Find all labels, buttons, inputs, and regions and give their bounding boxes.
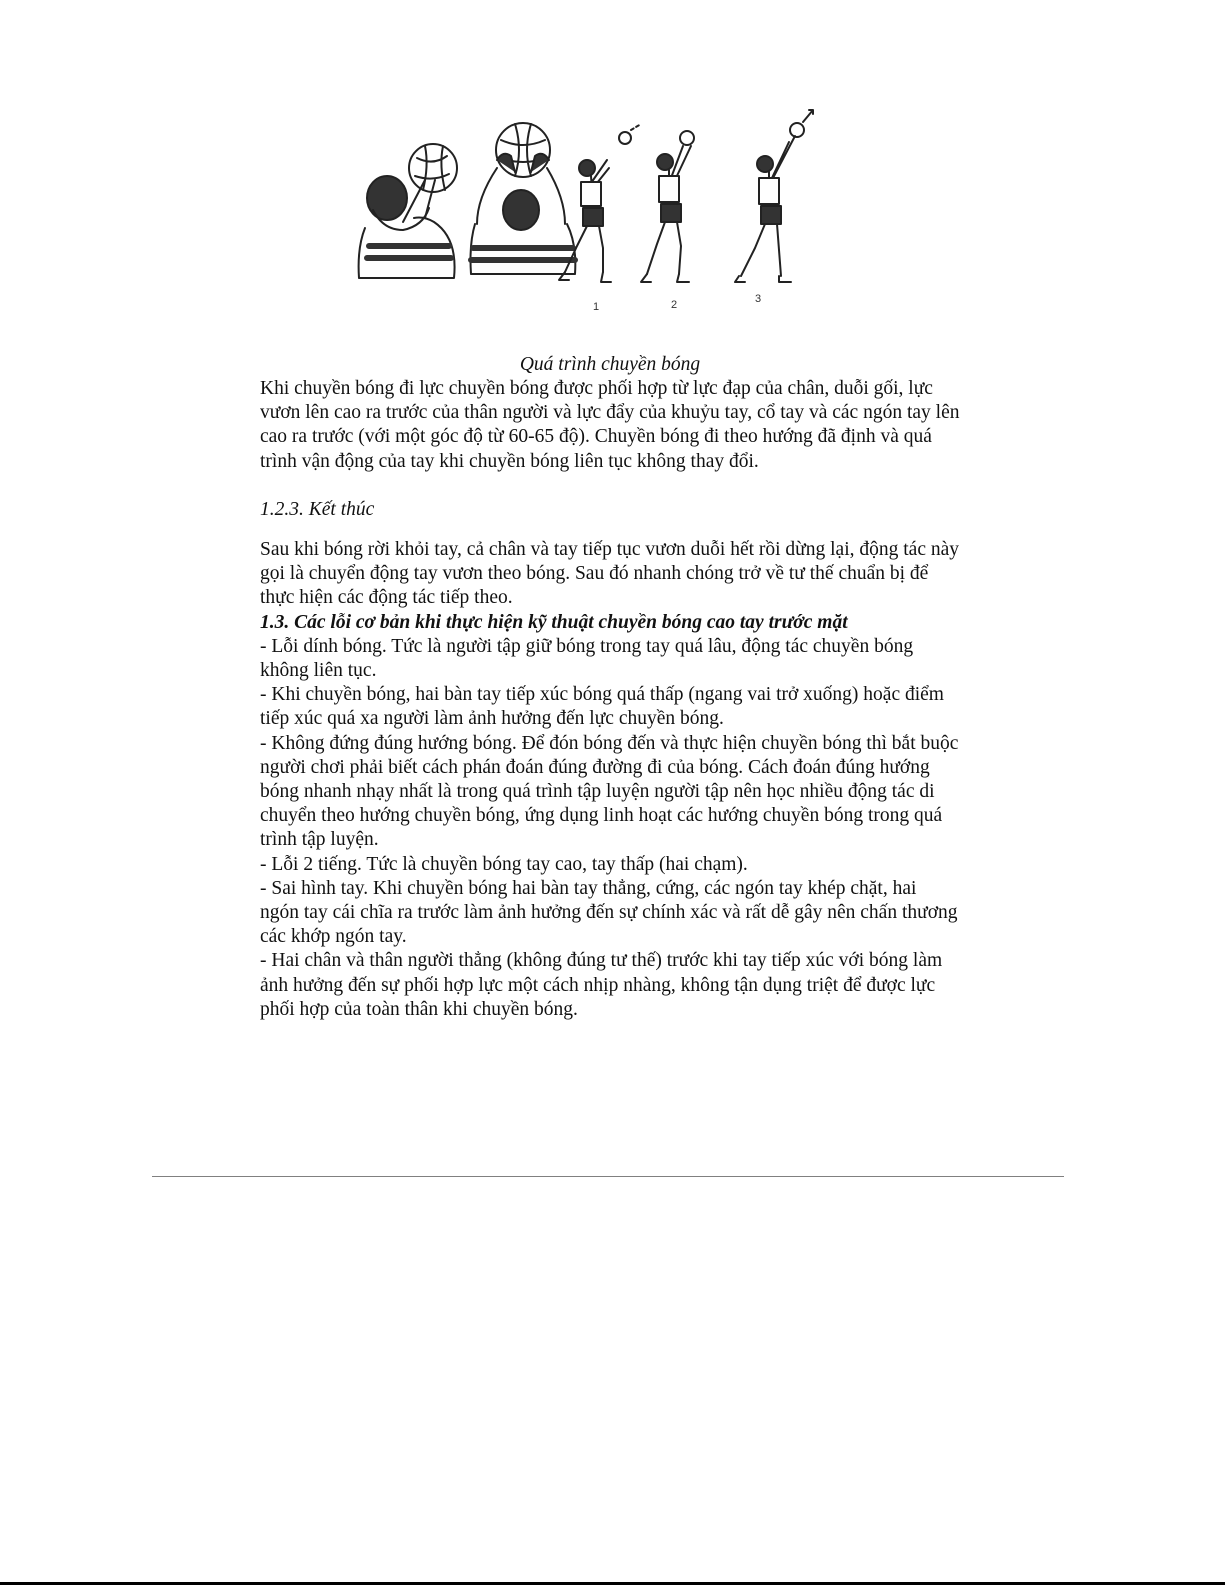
error-item: - Sai hình tay. Khi chuyền bóng hai bàn tay thẳng, cứng, các ngón tay khép chặt, hai ngón tay cái chĩa ra trước làm ảnh hưởng đến sự chính xác và rất dễ gây nên chấn thương các khớp ngón tay. [260,877,958,948]
figure-caption: Quá trình chuyền bóng [519,354,701,375]
error-item: - Không đứng đúng hướng bóng. Để đón bóng đến và thực hiện chuyền bóng thì bắt buộc người chơi phải biết cách phán đoán đúng đường đi của bóng. Cách đoán đúng hướng bóng nhanh nhạy nhất là trong quá trình tập luyện người tập nên học nhiều động tác di chuyển theo hướng chuyền bóng, ứng dụng linh hoạt các hướng chuyền bóng trong quá trình tập luyện. [260,732,959,851]
error-item: - Khi chuyền bóng, hai bàn tay tiếp xúc bóng quá thấp (ngang vai trở xuống) hoặc điểm tiếp xúc quá xa người làm ảnh hưởng đến lực chuyền bóng. [260,684,944,730]
player-side-closeup [359,144,457,278]
error-item: - Hai chân và thân người thẳng (không đúng tư thế) trước khi tay tiếp xúc với bóng làm ảnh hưởng đến sự phối hợp lực một cách nhịp nhàng, không tận dụng triệt để được lực phối hợp của toàn thân khi chuyền bóng. [260,950,943,1020]
paragraph-text: Khi chuyền bóng đi lực chuyền bóng được phối hợp từ lực đạp của chân, duỗi gối, lực vươn lên cao ra trước của thân người và lực đẩy của khuỷu tay, cổ tay và các ngón tay lên cao ra trước (với một góc độ từ 60-65 độ). Chuyền bóng đi theo hướng đã định và quá trình vận động của tay khi chuyền bóng liên tục không thay đổi. [260,378,960,472]
paragraph-passing-force [260,377,960,474]
sequence-player-1 [559,124,641,282]
main-text-block [260,538,960,1022]
page-divider [152,1176,1064,1177]
sequence-label-1: 1 [593,301,600,313]
section-heading-ending: 1.2.3. Kết thúc [260,499,375,520]
sequence-label-2: 2 [671,299,678,311]
passing-illustration [325,98,870,356]
paragraph-follow-through: Sau khi bóng rời khỏi tay, cả chân và tay tiếp tục vươn duỗi hết rồi dừng lại, động tác này gọi là chuyển động tay vươn theo bóng. Sau đó nhanh chóng trở về tư thế chuẩn bị để thực hiện các động tác tiếp theo. [260,539,960,609]
player-back-closeup [471,123,576,274]
error-item: - Lỗi dính bóng. Tức là người tập giữ bóng trong tay quá lâu, động tác chuyền bóng không liên tục. [260,635,914,682]
sequence-player-2 [641,131,694,282]
section-heading-errors: 1.3. Các lỗi cơ bản khi thực hiện kỹ thuật chuyền bóng cao tay trước mặt [260,611,848,633]
sequence-player-3 [735,110,813,282]
error-item: - Lỗi 2 tiếng. Tức là chuyền bóng tay cao, tay thấp (hai chạm). [260,853,748,875]
volleyball-pass-figure [325,98,870,356]
sequence-label-3: 3 [755,293,762,305]
